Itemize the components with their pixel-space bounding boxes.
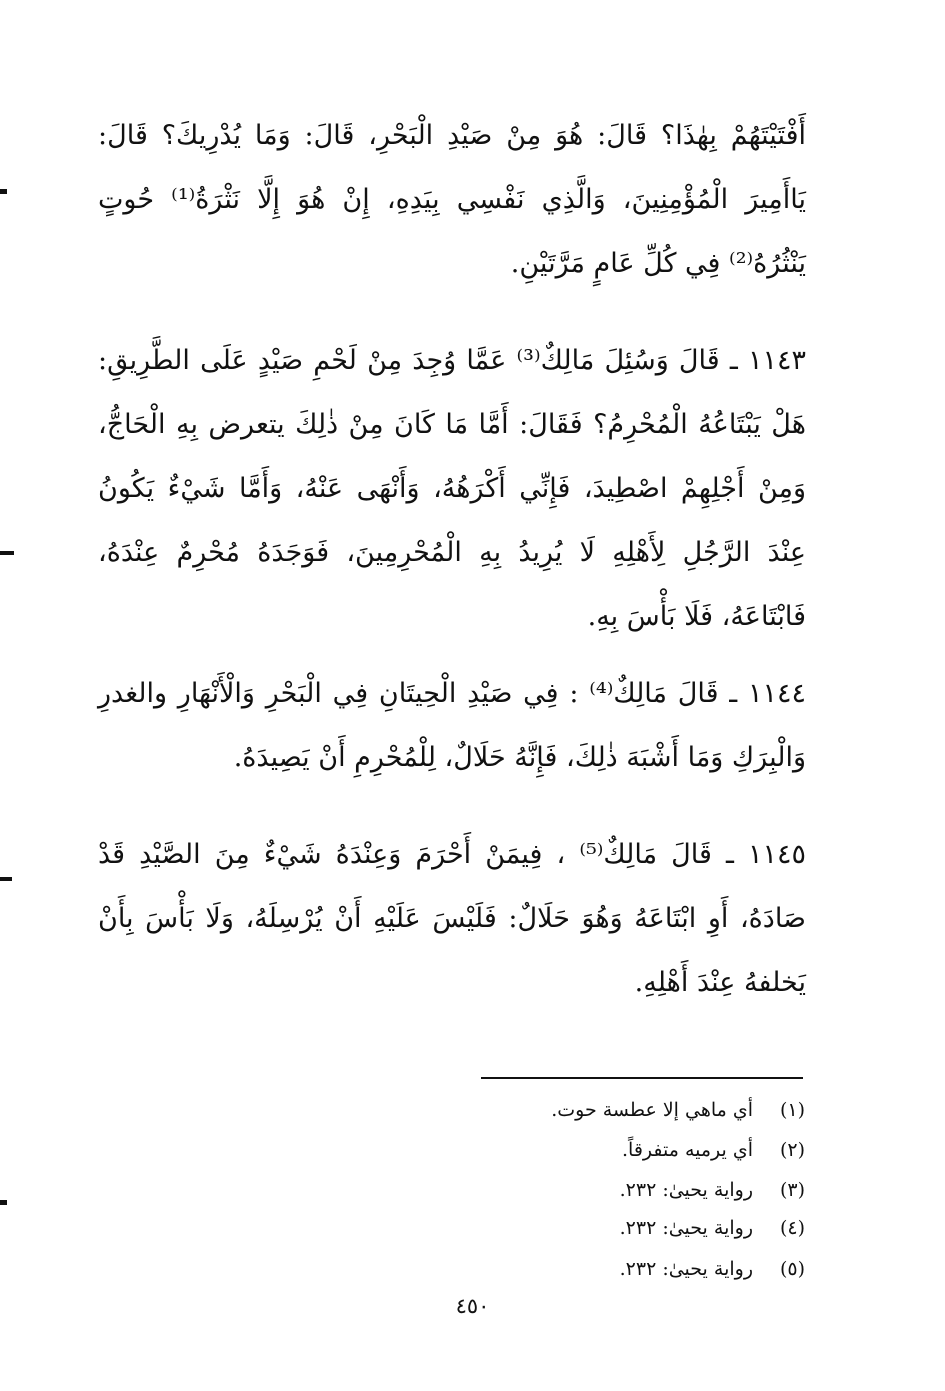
footnote-text: أي يرميه متفرقاً.: [621, 1139, 753, 1161]
footnote-number: (٥): [779, 1258, 805, 1280]
footnote-5: [385, 1256, 805, 1282]
paragraph-1143: ١١٤٣ ـ قَالَ وَسُئِلَ مَالِكٌ⁽³⁾ عَمَّا وُجِدَ مِنْ لَحْمِ صَيْدٍ عَلَى الطَّرِيقِ: هَلْ يَبْتَاعُهُ الْمُحْرِمُ؟ فَقَالَ: أَمَّا مَا كَانَ مِنْ ذٰلِكَ يتعرض بِهِ الْحَاجُّ، وَمِنْ أَجْلِهِمْ اصْطِيدَ، فَإِنِّي أَكْرَهُهُ، وَأَنْهَى عَنْهُ، وَأَمَّا شَيْءٌ يَكُونُ عِنْدَ الرَّجُلِ لِأَهْلِهِ لَا يُرِيدُ بِهِ الْمُحْرِمِينَ، فَوَجَدَهُ مُحْرِمٌ عِنْدَهُ، فَابْتَاعَهُ، فَلَا بَأْسَ بِهِ.: [98, 345, 806, 632]
scan-edge-mark: [0, 1200, 7, 1205]
footnote-text: رواية يحيىٰ: ٢٣٢.: [619, 1258, 753, 1280]
scan-edge-mark: [0, 189, 7, 194]
footnote-number: (٢): [779, 1139, 805, 1161]
footnote-text: رواية يحيىٰ: ٢٣٢.: [619, 1179, 753, 1201]
footnote-number: (١): [779, 1099, 805, 1121]
paragraph-1144: ١١٤٤ ـ قَالَ مَالِكٌ⁽⁴⁾ : فِي صَيْدِ الْحِيتَانِ فِي الْبَحْرِ وَالْأَنْهَارِ والغدرِ وَالْبِرَكِ وَمَا أَشْبَهَ ذٰلِكَ، فَإِنَّهُ حَلَالٌ، لِلْمُحْرِمِ أَنْ يَصِيدَهُ.: [98, 678, 806, 773]
footnote-text: رواية يحيىٰ: ٢٣٢.: [619, 1217, 753, 1239]
footnote-number: (٤): [779, 1217, 805, 1239]
footnote-number: (٣): [779, 1179, 805, 1201]
footnote-1: [385, 1097, 805, 1123]
footnote-divider: [481, 1077, 803, 1079]
footnote-4: [385, 1215, 805, 1241]
footnote-3: [385, 1177, 805, 1203]
paragraph-1145: ١١٤٥ ـ قَالَ مَالِكٌ⁽⁵⁾ ، فِيمَنْ أَحْرَمَ وَعِنْدَهُ شَيْءٌ مِنَ الصَّيْدِ قَدْ صَادَهُ، أَوِ ابْتَاعَهُ وَهُوَ حَلَالٌ: فَلَيْسَ عَلَيْهِ أَنْ يُرْسِلَهُ، وَلَا بَأْسَ بِأَنْ يَخلفهُ عِنْدَ أَهْلِهِ.: [98, 839, 806, 998]
scan-edge-mark: [0, 551, 14, 555]
scan-edge-mark: [0, 877, 12, 881]
paragraph-continuation: أَفْتَيْتَهُمْ بِهٰذَا؟ قَالَ: هُوَ مِنْ صَيْدِ الْبَحْرِ، قَالَ: وَمَا يُدْرِيكَ؟ قَالَ: يَاأَمِيرَ الْمُؤْمِنِينَ، وَالَّذِي نَفْسِي بِيَدِهِ، إِنْ هُوَ إِلَّا نَثْرَةُ⁽¹⁾ حُوتٍ يَنْثُرُهُ⁽²⁾ فِي كُلِّ عَامٍ مَرَّتَيْنِ.: [98, 120, 806, 279]
footnote-text: أي ماهي إلا عطسة حوت.: [551, 1099, 753, 1121]
page-number: ٤٥٠: [455, 1294, 490, 1318]
footnote-2: [385, 1137, 805, 1163]
